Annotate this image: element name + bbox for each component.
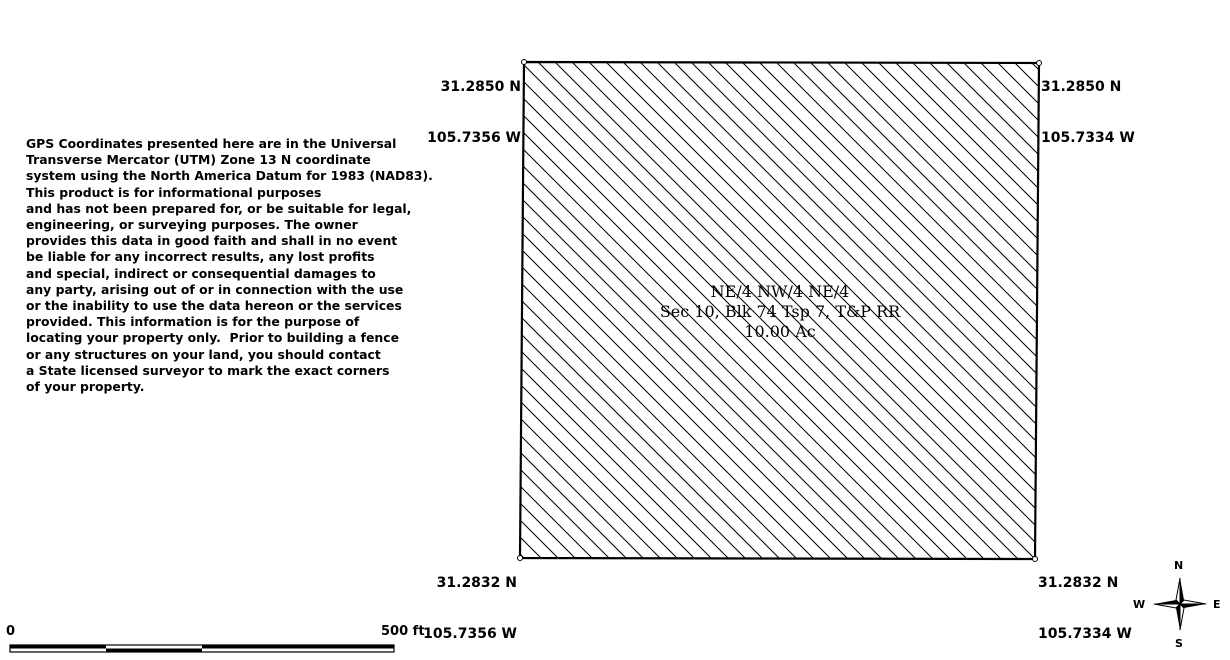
corner-se-coords <box>1038 541 1132 660</box>
corner-sw-lat: 31.2832 N <box>436 575 517 591</box>
compass-s-label: S <box>1175 637 1183 650</box>
corner-marker-se <box>1033 557 1038 562</box>
corner-ne-lat: 31.2850 N <box>1041 79 1122 95</box>
compass-e-label: E <box>1213 598 1221 611</box>
compass-w-label: W <box>1133 598 1146 611</box>
corner-se-lat: 31.2832 N <box>1038 575 1119 591</box>
scale-start-label: 0 <box>6 624 16 639</box>
north-arrow-icon <box>1154 578 1206 630</box>
parcel-label <box>620 282 940 342</box>
scale-end-label: 500 ft <box>381 624 425 639</box>
corner-nw-lat: 31.2850 N <box>440 79 521 95</box>
disclaimer-text: GPS Coordinates presented here are in the Universal Transverse Mercator (UTM) Zone 13 N coordinate system using the North America Datum for 1983 (NAD83). This product is for informational purposes and has not been prepared for, or be suitable for legal, engineering, or surveying purposes. The owner provides this data in good faith and shall in no event be liable for any incorrect results, any lost profits and special, indirect or consequential damages to any party, arising out of or in connection with the use or the inability to use the data hereon or the services provided. This information is for the purpose of locating your property only. Prior to building a fence or any structures on your land, you should contact a State licensed surveyor to mark the exact corners of your property. <box>26 136 433 395</box>
corner-nw-lon: 105.7356 W <box>427 130 521 146</box>
compass-n-label: N <box>1174 559 1184 572</box>
corner-marker-nw <box>522 60 527 65</box>
parcel-acreage: 10.00 Ac <box>744 322 816 341</box>
corner-sw-lon: 105.7356 W <box>423 626 517 642</box>
corner-ne-coords <box>1041 45 1135 164</box>
corner-se-lon: 105.7334 W <box>1038 626 1132 642</box>
scale-bar <box>10 645 394 652</box>
corner-sw-coords <box>415 541 517 660</box>
parcel-description: NE/4 NW/4 NE/4 <box>710 282 850 301</box>
parcel-section: Sec 10, Blk 74 Tsp 7, T&P RR <box>659 302 901 321</box>
corner-ne-lon: 105.7334 W <box>1041 130 1135 146</box>
corner-marker-sw <box>518 556 523 561</box>
corner-nw-coords <box>420 45 521 164</box>
